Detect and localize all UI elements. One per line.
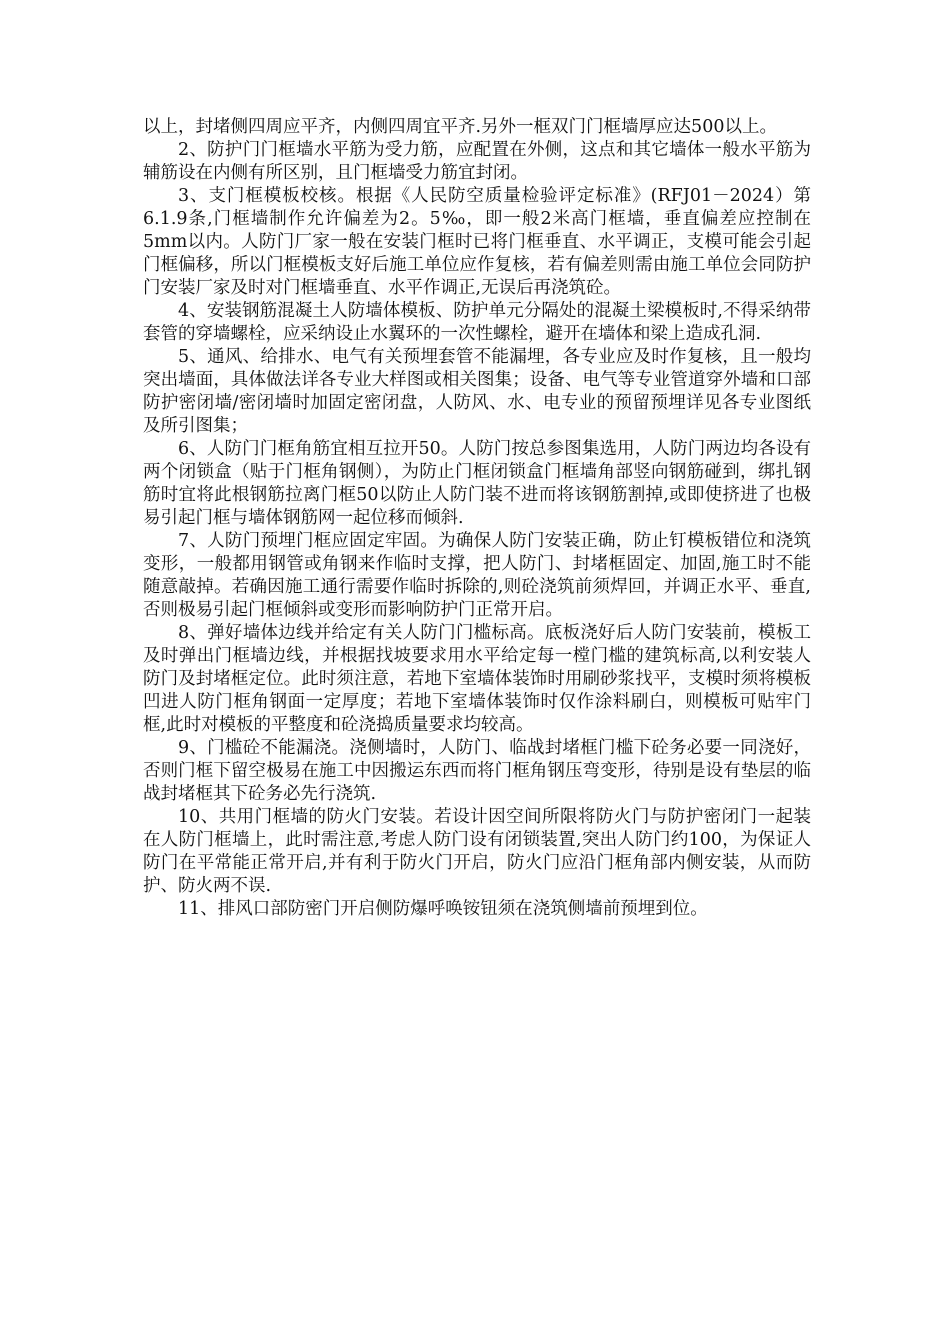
paragraph-item-9: 9、门槛砼不能漏浇。浇侧墙时，人防门、临战封堵框门槛下砼务必要一同浇好，否则门框下留空极易在施工中因搬运东西而将门框角钢压弯变形，待别是设有垫层的临战封堵框其下砼务必先行浇筑. <box>143 738 811 804</box>
paragraph-item-3: 3、支门框模板校核。根据《人民防空质量检验评定标准》(RFJ01－2024）第6.1.9条,门框墙制作允许偏差为2。5‰，即一般2米高门框墙，垂直偏差应控制在5mm以内。人防门厂家一般在安装门框时已将门框垂直、水平调正，支模可能会引起门框偏移，所以门框模板支好后施工单位应作复核，若有偏差则需由施工单位会同防护门安装厂家及时对门框墙垂直、水平作调正,无误后再浇筑砼。 <box>143 186 811 298</box>
paragraph-item-2: 2、防护门门框墙水平筋为受力筋，应配置在外侧，这点和其它墙体一般水平筋为辅筋设在内侧有所区别，且门框墙受力筋宜封闭。 <box>143 140 811 183</box>
paragraph-item-5: 5、通风、给排水、电气有关预埋套管不能漏埋，各专业应及时作复核，且一般均突出墙面，具体做法详各专业大样图或相关图集；设备、电气等专业管道穿外墙和口部防护密闭墙/密闭墙时加固定密闭盘，人防风、水、电专业的预留预埋详见各专业图纸及所引图集； <box>143 347 811 436</box>
paragraph-item-11: 11、排风口部防密门开启侧防爆呼唤铵钮须在浇筑侧墙前预埋到位。 <box>178 899 708 919</box>
paragraph-item-8: 8、弹好墙体边线并给定有关人防门门槛标高。底板浇好后人防门安装前，模板工及时弹出门框墙边线，并根据找坡要求用水平给定每一樘门槛的建筑标高,以利安装人防门及封堵框定位。此时须注意，若地下室墙体装饰时用刷砂浆找平，支模时须将模板凹进人防门框角钢面一定厚度；若地下室墙体装饰时仅作涂料刷白，则模板可贴牢门框,此时对模板的平整度和砼浇捣质量要求均较高。 <box>143 623 811 735</box>
paragraph-continuation: 以上，封堵侧四周应平齐，内侧四周宜平齐.另外一框双门门框墙厚应达500以上。 <box>143 117 777 137</box>
paragraph-item-6: 6、人防门门框角筋宜相互拉开50。人防门按总参图集选用，人防门两边均各设有两个闭锁盒（贴于门框角钢侧），为防止门框闭锁盒门框墙角部竖向钢筋碰到，绑扎钢筋时宜将此根钢筋拉离门框50以防止人防门装不进而将该钢筋割掉,或即使挤进了也极易引起门框与墙体钢筋网一起位移而倾斜. <box>143 439 811 528</box>
paragraph-item-4: 4、安装钢筋混凝土人防墙体模板、防护单元分隔处的混凝土梁模板时,不得采纳带套管的穿墙螺栓，应采纳设止水翼环的一次性螺栓，避开在墙体和梁上造成孔洞. <box>143 301 811 344</box>
paragraph-item-10: 10、共用门框墙的防火门安装。若设计因空间所限将防火门与防护密闭门一起装在人防门框墙上，此时需注意,考虑人防门设有闭锁装置,突出人防门约100，为保证人防门在平常能正常开启,并有利于防火门开启，防火门应沿门框角部内侧安装，从而防护、防火两不误. <box>143 807 811 896</box>
document-page <box>143 116 811 921</box>
paragraph-item-7: 7、人防门预埋门框应固定牢固。为确保人防门安装正确，防止钉模板错位和浇筑变形，一般都用钢管或角钢来作临时支撑，把人防门、封堵框固定、加固,施工时不能随意敲掉。若确因施工通行需要作临时拆除的,则砼浇筑前须焊回，并调正水平、垂直,否则极易引起门框倾斜或变形而影响防护门正常开启。 <box>143 531 811 620</box>
